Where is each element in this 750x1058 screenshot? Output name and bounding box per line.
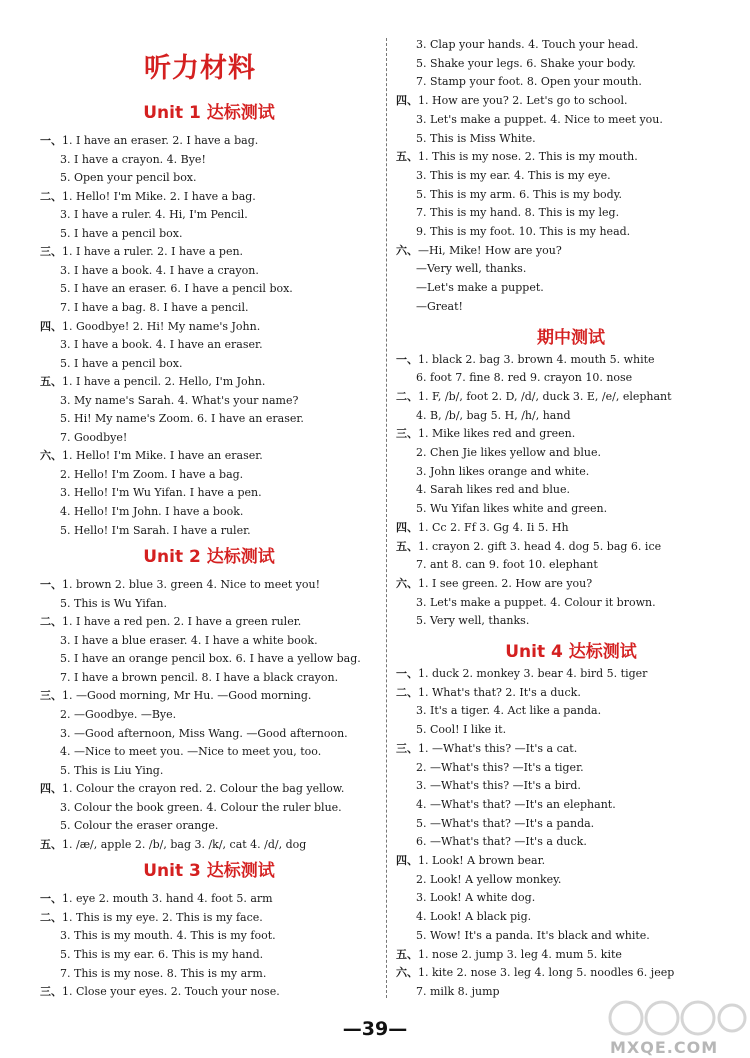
question-number: 四、	[40, 319, 62, 333]
answer-text: 5. This is Miss White.	[416, 131, 536, 145]
answer-text: 1. /æ/, apple 2. /b/, bag 3. /k/, cat 4. /d/, dog	[62, 837, 307, 851]
answer-text: 3. I have a ruler. 4. Hi, I'm Pencil.	[60, 208, 248, 222]
answer-text: 3. It's a tiger. 4. Act like a panda.	[416, 704, 602, 718]
answer-line	[60, 357, 182, 371]
answer-line	[416, 798, 616, 812]
answer-text: 1. This is my nose. 2. This is my mouth.	[418, 150, 638, 164]
answer-line	[60, 671, 338, 685]
answer-line	[416, 985, 500, 999]
section-title: Unit 4 达标测试	[505, 642, 637, 662]
answer-text: 1. Colour the crayon red. 2. Colour the bag yellow.	[62, 782, 345, 796]
answer-text: 7. This is my hand. 8. This is my leg.	[416, 206, 620, 220]
answer-line	[416, 262, 526, 276]
answer-line	[40, 449, 263, 463]
answer-line	[396, 948, 622, 962]
answer-text: 3. This is my mouth. 4. This is my foot.	[60, 929, 276, 943]
answer-line	[60, 282, 293, 296]
answer-text: 3. Look! A white dog.	[416, 891, 536, 905]
answer-line	[416, 558, 598, 572]
answer-text: 1. black 2. bag 3. brown 4. mouth 5. white	[418, 352, 655, 366]
answer-line	[416, 225, 630, 239]
watermark-text: MXQE.COM	[610, 1038, 719, 1057]
answer-line	[416, 57, 636, 71]
section-title: Unit 3 达标测试	[143, 861, 275, 882]
answer-text: 3. John likes orange and white.	[416, 464, 590, 478]
answer-text: 5. Wow! It's a panda. It's black and white.	[416, 928, 650, 942]
answer-line	[416, 614, 529, 628]
answer-line	[396, 390, 672, 404]
answer-line	[396, 667, 647, 681]
answer-line	[40, 985, 280, 999]
answer-text: —Let's make a puppet.	[416, 281, 544, 295]
answer-text: 5. Hi! My name's Zoom. 6. I have an eraser.	[60, 412, 304, 426]
answer-text: 1. duck 2. monkey 3. bear 4. bird 5. tiger	[418, 667, 648, 680]
question-number: 二、	[396, 389, 418, 403]
answer-line	[60, 708, 176, 722]
answer-text: 3. I have a book. 4. I have an eraser.	[60, 338, 263, 352]
answer-text: 7. ant 8. can 9. foot 10. elephant	[416, 558, 598, 572]
answer-line	[396, 742, 577, 756]
section-title: Unit 1 达标测试	[143, 103, 275, 123]
answer-line	[416, 75, 642, 89]
answer-text: 9. This is my foot. 10. This is my head.	[416, 225, 631, 238]
page-number: —39—	[342, 1018, 408, 1040]
answer-text: 4. B, /b/, bag 5. H, /h/, hand	[416, 408, 571, 422]
answer-text: 3. Clap your hands. 4. Touch your head.	[416, 38, 639, 51]
question-number: 四、	[396, 854, 418, 867]
answer-line	[416, 910, 531, 924]
question-number: 三、	[396, 741, 418, 755]
question-number: 一、	[40, 892, 62, 906]
answer-line	[416, 723, 506, 737]
answer-line	[396, 577, 592, 591]
question-number: 二、	[396, 685, 418, 699]
answer-line	[60, 171, 197, 185]
answer-line	[416, 596, 656, 610]
answer-text: 7. Stamp your foot. 8. Open your mouth.	[416, 75, 642, 89]
answer-line	[60, 431, 127, 445]
question-number: 二、	[40, 910, 62, 924]
answer-line	[416, 132, 536, 146]
answer-line	[40, 320, 260, 334]
answer-text: 7. Goodbye!	[60, 430, 128, 444]
answer-text: 1. brown 2. blue 3. green 4. Nice to meet you!	[62, 578, 320, 592]
question-number: 二、	[40, 189, 62, 203]
answer-line	[60, 948, 263, 962]
answer-text: 1. Goodbye! 2. Hi! My name's John.	[62, 319, 261, 333]
section-title: Unit 2 达标测试	[143, 547, 275, 568]
answer-text: 2. —What's this? —It's a tiger.	[416, 760, 584, 774]
answer-text: 6. foot 7. fine 8. red 9. crayon 10. nose	[416, 371, 633, 385]
question-number: 六、	[40, 449, 62, 463]
answer-line	[416, 502, 607, 516]
answer-line	[60, 524, 251, 538]
answer-line	[416, 169, 611, 183]
answer-line	[60, 153, 206, 167]
answer-text: 5. —What's that? —It's a panda.	[416, 816, 595, 830]
question-number: 二、	[40, 615, 62, 629]
answer-text: 5. I have a pencil box.	[60, 356, 183, 370]
answer-line	[416, 835, 587, 849]
answer-line	[60, 208, 248, 222]
answer-line	[40, 838, 306, 852]
question-number: 一、	[40, 578, 62, 592]
page-title: 听力材料	[144, 53, 256, 84]
answer-line	[396, 854, 545, 868]
answer-text: —Very well, thanks.	[416, 262, 527, 276]
answer-line	[40, 689, 311, 703]
section-title: 期中测试	[537, 327, 605, 348]
answer-line	[60, 227, 182, 241]
question-number: 三、	[396, 427, 418, 441]
answer-text: 5. This is my ear. 6. This is my hand.	[60, 948, 264, 961]
answer-text: 3. Let's make a puppet. 4. Colour it brown.	[416, 595, 656, 609]
answer-text: 4. Look! A black pig.	[416, 910, 532, 924]
answer-text: 5. This is my arm. 6. This is my body.	[416, 187, 622, 201]
answer-line	[40, 892, 273, 906]
answer-line	[396, 540, 661, 554]
answer-text: 7. This is my nose. 8. This is my arm.	[60, 966, 267, 980]
answer-line	[416, 446, 601, 460]
answer-line	[40, 578, 320, 592]
answer-line	[40, 134, 258, 148]
column-divider	[386, 38, 387, 998]
answer-text: 5. Wu Yifan likes white and green.	[416, 502, 608, 516]
answer-line	[396, 353, 655, 367]
answer-text: 1. nose 2. jump 3. leg 4. mum 5. kite	[418, 947, 622, 961]
answer-line	[40, 615, 301, 629]
answer-line	[416, 817, 594, 831]
answer-text: 5. Cool! I like it.	[416, 723, 507, 737]
answer-text: 1. Hello! I'm Mike. 2. I have a bag.	[62, 189, 256, 203]
answer-line	[416, 891, 535, 905]
answer-line	[396, 686, 581, 700]
answer-line	[396, 94, 628, 108]
question-number: 四、	[396, 520, 418, 534]
answer-text: 1. Look! A brown bear.	[418, 854, 546, 867]
answer-text: 3. I have a book. 4. I have a crayon.	[60, 263, 259, 277]
answer-text: 5. I have a pencil box.	[60, 226, 183, 240]
answer-text: 1. What's that? 2. It's a duck.	[418, 685, 581, 699]
answer-text: 5. Hello! I'm Sarah. I have a ruler.	[60, 523, 251, 537]
answer-text: 1. —Good morning, Mr Hu. —Good morning.	[62, 689, 312, 703]
answer-text: 1. I have an eraser. 2. I have a bag.	[62, 134, 259, 147]
answer-line	[396, 150, 638, 164]
answer-text: 1. crayon 2. gift 3. head 4. dog 5. bag 6. ice	[418, 539, 662, 553]
answer-line	[60, 597, 167, 611]
answer-line	[60, 301, 248, 315]
answer-text: 3. Colour the book green. 4. Colour the ruler blue.	[60, 800, 342, 814]
answer-text: 6. —What's that? —It's a duck.	[416, 835, 587, 849]
answer-line	[416, 300, 463, 314]
answer-text: 2. Chen Jie likes yellow and blue.	[416, 446, 601, 459]
question-number: 五、	[396, 947, 418, 961]
question-number: 一、	[396, 667, 418, 680]
answer-line	[60, 338, 263, 352]
answer-line	[416, 113, 663, 127]
question-number: 一、	[40, 134, 62, 147]
answer-text: 4. Hello! I'm John. I have a book.	[60, 505, 244, 518]
answer-text: 5. I have an orange pencil box. 6. I have a yellow bag.	[60, 652, 361, 666]
answer-text: 4. —What's that? —It's an elephant.	[416, 797, 616, 811]
answer-text: 3. Let's make a puppet. 4. Nice to meet you.	[416, 112, 663, 126]
question-number: 三、	[40, 689, 62, 703]
answer-line	[60, 764, 163, 778]
answer-line	[416, 38, 638, 52]
answer-text: 2. —Goodbye. —Bye.	[60, 707, 177, 721]
answer-line	[60, 745, 321, 759]
answer-line	[396, 244, 562, 258]
question-number: 四、	[396, 94, 418, 108]
answer-line	[416, 873, 561, 887]
answer-text: 5. This is Liu Ying.	[60, 763, 164, 777]
answer-text: 5. This is Wu Yifan.	[60, 596, 167, 610]
answer-text: 5. Open your pencil box.	[60, 171, 197, 185]
answer-line	[40, 782, 344, 796]
answer-text: —Great!	[416, 299, 463, 313]
answer-text: —Hi, Mike! How are you?	[418, 243, 562, 257]
answer-line	[416, 281, 544, 295]
answer-line	[416, 761, 584, 775]
answer-line	[40, 245, 243, 259]
answer-line	[40, 375, 265, 389]
answer-text: 5. Colour the eraser orange.	[60, 819, 219, 833]
answer-line	[416, 188, 622, 202]
answer-text: 1. Cc 2. Ff 3. Gg 4. Ii 5. Hh	[418, 520, 569, 534]
answer-text: 5. I have an eraser. 6. I have a pencil box.	[60, 282, 293, 296]
answer-line	[416, 465, 589, 479]
question-number: 五、	[396, 539, 418, 553]
question-number: 三、	[40, 245, 62, 259]
answer-line	[60, 801, 342, 815]
answer-text: 1. This is my eye. 2. This is my face.	[62, 910, 263, 924]
answer-text: 7. milk 8. jump	[416, 984, 500, 998]
answer-text: 2. Hello! I'm Zoom. I have a bag.	[60, 467, 244, 481]
answer-line	[396, 966, 674, 980]
answer-text: 1. Close your eyes. 2. Touch your nose.	[62, 985, 280, 999]
answer-text: 1. How are you? 2. Let's go to school.	[418, 94, 628, 108]
question-number: 四、	[40, 782, 62, 796]
answer-text: 1. Mike likes red and green.	[418, 427, 576, 441]
answer-text: 3. I have a blue eraser. 4. I have a white book.	[60, 633, 318, 647]
question-number: 六、	[396, 966, 418, 980]
answer-text: 1. I have a red pen. 2. I have a green ruler.	[62, 615, 302, 629]
answer-text: 3. —What's this? —It's a bird.	[416, 779, 581, 793]
answer-line	[416, 779, 581, 793]
answer-text: 3. My name's Sarah. 4. What's your name?	[60, 393, 299, 407]
answer-line	[60, 264, 259, 278]
answer-line	[396, 427, 575, 441]
answer-text: 3. This is my ear. 4. This is my eye.	[416, 168, 611, 182]
answer-line	[60, 929, 276, 943]
answer-line	[60, 394, 298, 408]
answer-line	[416, 483, 570, 497]
answer-line	[60, 652, 361, 666]
answer-line	[60, 967, 266, 981]
answer-text: 1. I have a ruler. 2. I have a pen.	[62, 245, 244, 259]
question-number: 一、	[396, 352, 418, 366]
answer-line	[40, 190, 256, 204]
answer-line	[416, 206, 619, 220]
answer-text: 3. Hello! I'm Wu Yifan. I have a pen.	[60, 486, 262, 500]
answer-text: 1. I have a pencil. 2. Hello, I'm John.	[62, 375, 266, 389]
answer-text: 2. Look! A yellow monkey.	[416, 872, 562, 886]
answer-line	[60, 505, 243, 519]
answer-text: 5. Shake your legs. 6. Shake your body.	[416, 56, 636, 70]
question-number: 六、	[396, 576, 418, 590]
answer-text: 1. eye 2. mouth 3. hand 4. foot 5. arm	[62, 892, 273, 906]
answer-text: 1. kite 2. nose 3. leg 4. long 5. noodles 6. jeep	[418, 966, 675, 980]
answer-line	[60, 819, 218, 833]
question-number: 五、	[40, 837, 62, 851]
answer-text: 1. I see green. 2. How are you?	[418, 576, 593, 590]
answer-text: 7. I have a bag. 8. I have a pencil.	[60, 300, 249, 314]
answer-line	[40, 911, 263, 925]
question-number: 三、	[40, 985, 62, 999]
answer-text: 1. —What's this? —It's a cat.	[418, 741, 578, 755]
answer-text: 4. Sarah likes red and blue.	[416, 483, 570, 497]
answer-text: 1. Hello! I'm Mike. I have an eraser.	[62, 449, 263, 463]
answer-text: 1. F, /b/, foot 2. D, /d/, duck 3. E, /e/, elephant	[418, 389, 672, 403]
question-number: 六、	[396, 243, 418, 257]
answer-text: 7. I have a brown pencil. 8. I have a black crayon.	[60, 670, 339, 684]
question-number: 五、	[396, 150, 418, 164]
answer-line	[60, 727, 348, 741]
answer-line	[60, 468, 243, 482]
answer-line	[60, 412, 304, 426]
answer-text: 5. Very well, thanks.	[416, 614, 530, 628]
answer-text: 3. I have a crayon. 4. Bye!	[60, 152, 206, 166]
answer-line	[60, 634, 318, 648]
answer-line	[396, 521, 569, 535]
answer-line	[416, 929, 650, 943]
answer-text: 4. —Nice to meet you. —Nice to meet you, too.	[60, 745, 322, 759]
answer-line	[60, 486, 262, 500]
answer-text: 3. —Good afternoon, Miss Wang. —Good afternoon.	[60, 726, 348, 740]
answer-line	[416, 409, 571, 423]
answer-line	[416, 704, 601, 718]
answer-line	[416, 371, 632, 385]
question-number: 五、	[40, 375, 62, 389]
